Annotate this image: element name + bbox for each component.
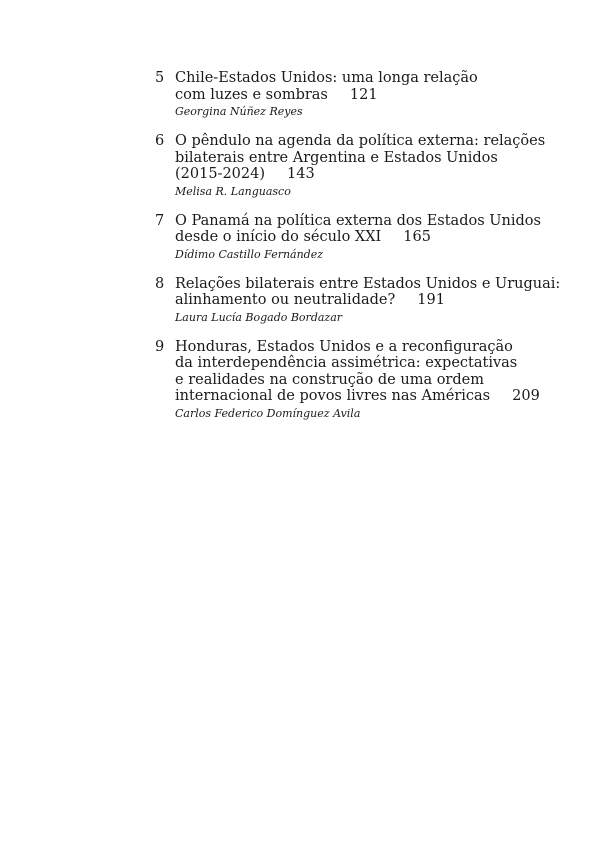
page-number: 143	[287, 166, 315, 182]
chapter-title-line: bilaterais entre Argentina e Estados Unidos	[175, 149, 498, 166]
chapter-title-line: Honduras, Estados Unidos e a reconfiguração	[175, 338, 513, 355]
chapter-title-line: Chile-Estados Unidos: uma longa relação	[175, 70, 478, 86]
toc-entry-8[interactable]	[155, 275, 561, 325]
chapter-title-line-last	[175, 229, 515, 246]
chapter-author: Dídimo Castillo Fernández	[175, 247, 324, 261]
chapter-number: 5	[155, 70, 165, 86]
chapter-title-line-last	[175, 87, 515, 104]
chapter-title-line: da interdependência assimétrica: expectativas	[175, 355, 518, 371]
chapter-title-line-last	[175, 166, 515, 183]
table-of-contents	[155, 70, 561, 435]
chapter-title-text: (2015-2024)	[175, 166, 266, 182]
chapter-title-line: Relações bilaterais entre Estados Unidos e Uruguai:	[175, 275, 561, 292]
chapter-title-text: desde o início do século XXI	[175, 229, 382, 245]
chapter-number: 8	[155, 275, 165, 292]
chapter-title-line: O Panamá na política externa dos Estados Unidos	[175, 212, 541, 229]
toc-entry-9[interactable]	[155, 338, 540, 421]
page-number: 191	[417, 292, 445, 308]
chapter-title-line-last	[175, 292, 515, 309]
chapter-author: Georgina Núñez Reyes	[175, 105, 303, 118]
chapter-title-line: e realidades na construção de uma ordem	[175, 371, 484, 388]
chapter-title-line: O pêndulo na agenda da política externa: relações	[175, 133, 546, 149]
chapter-number: 6	[155, 133, 165, 149]
chapter-title-text: alinhamento ou neutralidade?	[175, 292, 396, 308]
page-number: 121	[349, 86, 378, 103]
page-number: 165	[403, 229, 431, 245]
chapter-number: 7	[155, 212, 165, 229]
chapter-title-line-last	[175, 388, 540, 405]
chapter-title-text: com luzes e sombras	[175, 86, 328, 103]
toc-entry-6[interactable]	[155, 133, 546, 199]
chapter-title-text: internacional de povos livres nas Américas	[175, 388, 491, 404]
toc-entry-7[interactable]	[155, 212, 541, 262]
chapter-number: 9	[155, 338, 165, 355]
chapter-author: Melisa R. Languasco	[175, 184, 291, 198]
toc-entry-5[interactable]	[155, 70, 515, 119]
page-number: 209	[512, 388, 540, 404]
chapter-author: Laura Lucía Bogado Bordazar	[175, 310, 343, 324]
chapter-author: Carlos Federico Domínguez Avila	[175, 406, 361, 420]
